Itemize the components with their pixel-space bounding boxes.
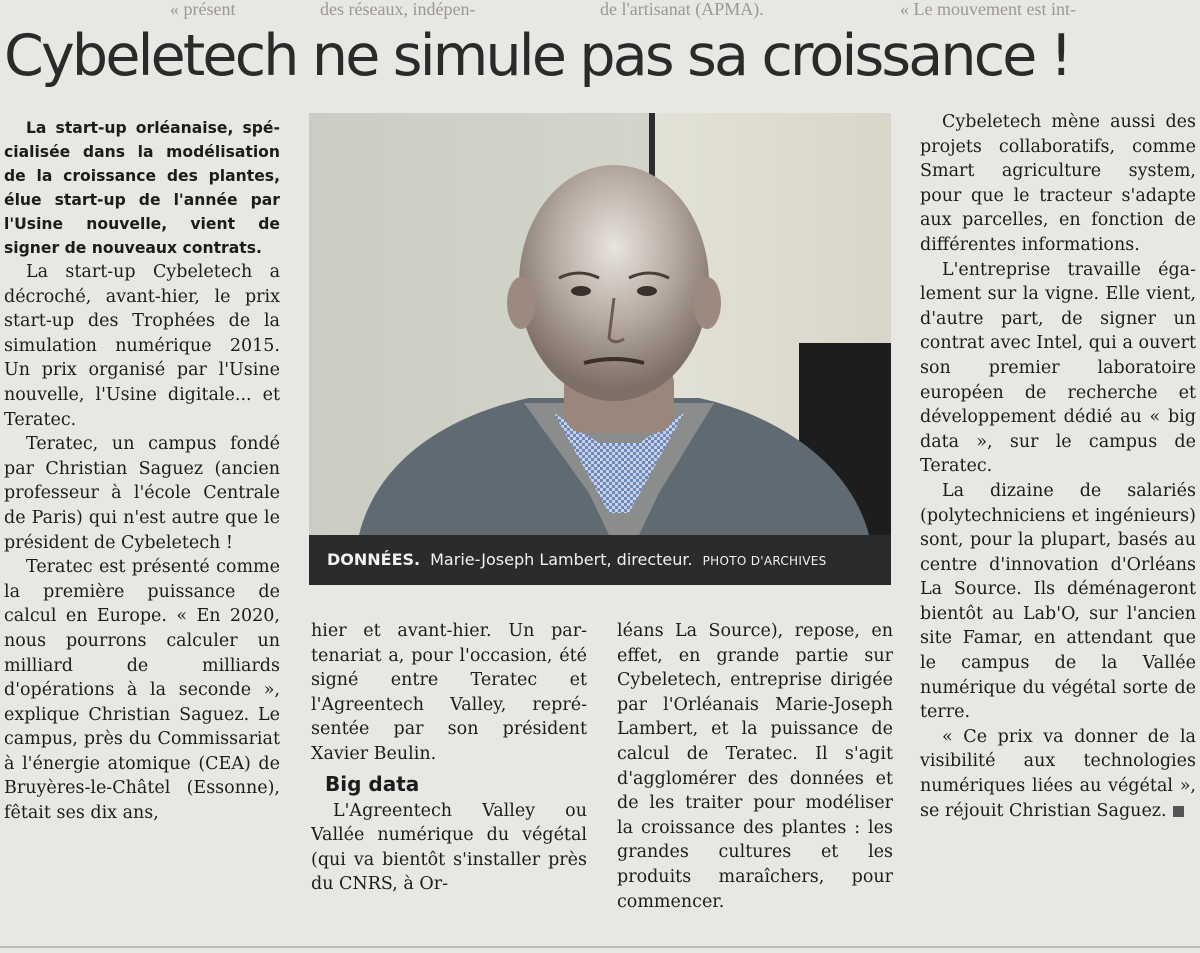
article-column-1: [4, 116, 280, 826]
article-paragraph: La dizaine de salariés (polytechniciens et ingénieurs) sont, pour la plupart, basés au centre d'innovation d'Orléans La Source. Ils déménageront bientôt au Lab'O, sur l'ancien site Famar, en attendant que le campus de la Vallée numérique du végétal sorte de terre.: [920, 480, 1196, 723]
bleed-fragment: des réseaux, indépen-: [320, 0, 476, 19]
article-paragraph: [920, 725, 1196, 823]
caption-text: Marie-Joseph Lambert, directeur.: [430, 550, 693, 569]
bleed-fragment: « présent: [170, 0, 236, 19]
bleed-fragment: « Le mouvement est int-: [900, 0, 1076, 19]
section-subhead: Big data: [325, 771, 420, 796]
closing-quote-text: « Ce prix va donner de la visibilité aux technologies numériques liées au végétal », se réjouit Christian Saguez.: [920, 726, 1196, 821]
bleed-fragment: de l'artisanat (APMA).: [600, 0, 764, 19]
end-of-article-square-icon: [1173, 806, 1184, 817]
article-paragraph: La start-up Cybeletech a décroché, avant-hier, le prix start-up des Trophées de la simulation numérique 2015. Un prix organisé par l'Usine nouvelle, l'Usine digitale... et Teratec.: [4, 262, 280, 430]
article-column-3: [617, 619, 893, 914]
caption-label: DONNÉES.: [327, 550, 421, 569]
article-paragraph: Cybeletech mène aussi des projets collaboratifs, comme Smart agriculture system, pour que le tracteur s'adapte aux parcelles, en fonction de différentes informations.: [920, 112, 1196, 255]
article-paragraph: L'entreprise travaille également sur la vigne. Elle vient, d'autre part, de signer un contrat avec Intel, qui a ouvert son premier laboratoire européen de recherche et développement dédié au « big data », sur le campus de Teratec.: [920, 259, 1196, 477]
photo-credit: PHOTO D'ARCHIVES: [702, 554, 827, 568]
article-paragraph: Teratec, un campus fondé par Christian Saguez (ancien professeur à l'école Centrale de Paris) qui n'est autre que le président de Cybeletech !: [4, 434, 280, 553]
bottom-fold-rule: [0, 946, 1200, 948]
photo-caption: [309, 535, 891, 585]
article-headline: Cybeletech ne simule pas sa croissance !: [4, 23, 1070, 89]
portrait-photo-image: [309, 113, 891, 535]
article-column-2: [311, 619, 587, 897]
article-photo: [309, 113, 891, 585]
article-paragraph: léans La Source), repose, en effet, en grande partie sur Cybeletech, entreprise dirigée par l'Orléanais Marie-Joseph Lambert, et la puissance de calcul de Teratec. Il s'agit d'agglomérer des données et de les traiter pour modéliser la croissance des plantes : les grandes cultures et les produits maraîchers, pour commencer.: [617, 621, 893, 912]
article-paragraph: L'Agreentech Valley ou Vallée numérique du végétal (qui va bientôt s'installer près du CNRS, à Or-: [311, 800, 587, 895]
article-paragraph: hier et avant-hier. Un partenariat a, pour l'occasion, été signé entre Teratec et l'Agreentech Valley, représentée par son président Xavier Beulin.: [311, 621, 587, 764]
article-column-4: [920, 110, 1196, 823]
article-paragraph: Teratec est présenté comme la première puissance de calcul en Europe. « En 2020, nous pourrons calculer un milliard de milliards d'opérations à la seconde », explique Christian Saguez. Le campus, près du Commissariat à l'énergie atomique (CEA) de Bruyères-le-Châtel (Essonne), fêtait ses dix ans,: [4, 557, 280, 824]
article-lede: La start-up orléanaise, spécialisée dans la modélisation de la croissance des plantes, élue start-up de l'année par l'Usine nouvelle, vient de signer de nouveaux contrats.: [4, 119, 280, 257]
